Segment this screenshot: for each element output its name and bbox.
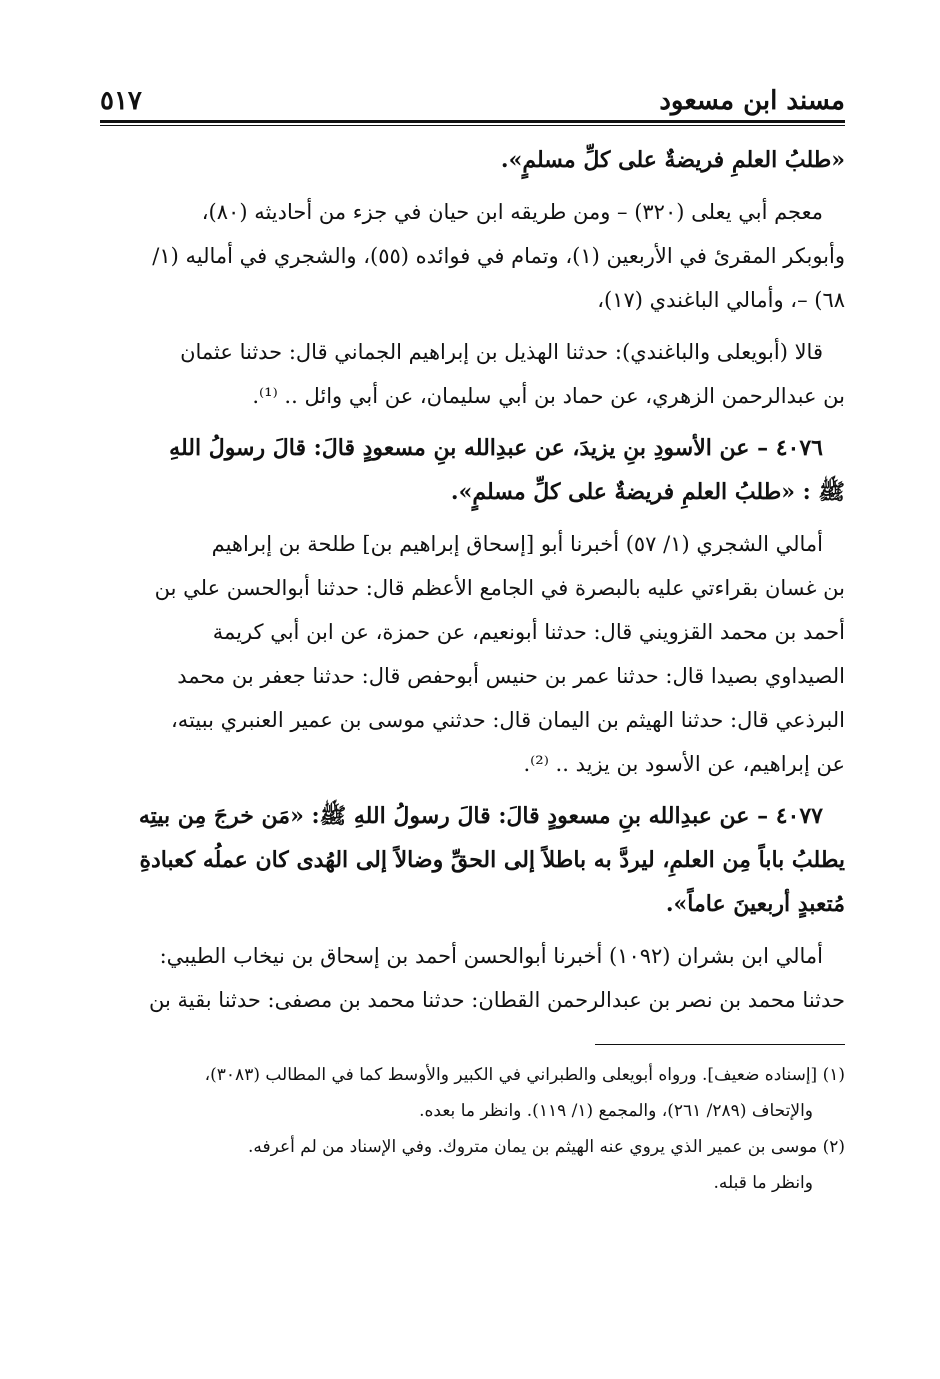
isnad-line: عن إبراهيم، عن الأسود بن يزيد .. ⁽²⁾.: [523, 752, 845, 776]
source-line: معجم أبي يعلى (٣٢٠) – ومن طريقه ابن حيان في جزء من أحاديثه (٨٠)،: [201, 200, 823, 224]
isnad-line: بن غسان بقراءتي عليه بالبصرة في الجامع الأعظم قال: حدثنا أبوالحسن علي بن: [154, 576, 845, 600]
source-line: ٦٨) –، وأمالي الباغندي (١٧)،: [597, 288, 845, 312]
hadith-4076-cont: ﷺ : «طلبُ العلمِ فريضةٌ على كلِّ مسلمٍ».: [450, 479, 845, 505]
footnotes: [100, 1057, 845, 1201]
page-number: ٥١٧: [100, 86, 142, 116]
source-line: وأبوبكر المقرئ في الأربعين (١)، وتمام في فوائده (٥٥)، والشجري في أماليه (١/: [152, 244, 845, 268]
page: [100, 80, 845, 1201]
isnad-line: الصيداوي بصيدا قال: حدثنا عمر بن حنيس أبوحفص قال: حدثنا جعفر بن محمد: [177, 664, 845, 688]
footnote-2-cont: وانظر ما قبله.: [713, 1173, 813, 1193]
running-header: [100, 80, 845, 116]
isnad-line: حدثنا محمد بن نصر بن عبدالرحمن القطان: حدثنا محمد بن مصفى: حدثنا بقية بن: [149, 988, 845, 1012]
footnote-1: (١) [إسناده ضعيف]. ورواه أبويعلى والطبراني في الكبير والأوسط كما في المطالب (٣٠٨٣)،: [204, 1065, 845, 1085]
footnote-rule: [595, 1044, 845, 1045]
isnad-line: بن عبدالرحمن الزهري، عن حماد بن أبي سليمان، عن أبي وائل .. ⁽¹⁾.: [252, 384, 845, 408]
header-title: مسند ابن مسعود: [659, 86, 845, 116]
isnad-line: أمالي ابن بشران (١٠٩٢) أخبرنا أبوالحسن أحمد بن إسحاق بن نيخاب الطيبي:: [159, 944, 823, 968]
isnad-line: قالا (أبويعلى والباغندي): حدثنا الهذيل بن إبراهيم الجماني قال: حدثنا عثمان: [180, 340, 823, 364]
hadith-4076: ٤٠٧٦ – عن الأسودِ بنِ يزيدَ، عن عبدِالله بنِ مسعودٍ قالَ: قالَ رسولُ اللهِ: [169, 435, 823, 461]
isnad-line: أمالي الشجري (١/ ٥٧) أخبرنا أبو [إسحاق إبراهيم بن] طلحة بن إبراهيم: [211, 532, 823, 556]
header-rule: [100, 120, 845, 123]
footnote-1-cont: والإتحاف (٢٨٩/ ٢٦١)، والمجمع (١/ ١١٩). وانظر ما بعده.: [419, 1101, 813, 1121]
hadith-text: «طلبُ العلمِ فريضةٌ على كلِّ مسلمٍ».: [500, 147, 845, 173]
hadith-4077: ٤٠٧٧ – عن عبدِالله بنِ مسعودٍ قالَ: قالَ رسولُ اللهِ ﷺ: «مَن خرجَ مِن بيتِه: [138, 803, 823, 829]
hadith-4077-cont: مُتعبدٍ أربعينَ عاماً».: [665, 891, 845, 917]
isnad-line: أحمد بن محمد القزويني قال: حدثنا أبونعيم، عن حمزة، عن ابن أبي كريمة: [212, 620, 845, 644]
isnad-line: البرذعي قال: حدثنا الهيثم بن اليمان قال: حدثني موسى بن عمير العنبري ببيته،: [171, 708, 845, 732]
footnote-2: (٢) موسى بن عمير الذي يروي عنه الهيثم بن يمان متروك. وفي الإسناد من لم أعرفه.: [247, 1137, 845, 1157]
hadith-4077-cont: يطلبُ باباً مِن العلمِ، ليردَّ به باطلاً إلى الحقِّ وضالاً إلى الهُدى كان عملُه كعبادةِ: [139, 847, 845, 873]
